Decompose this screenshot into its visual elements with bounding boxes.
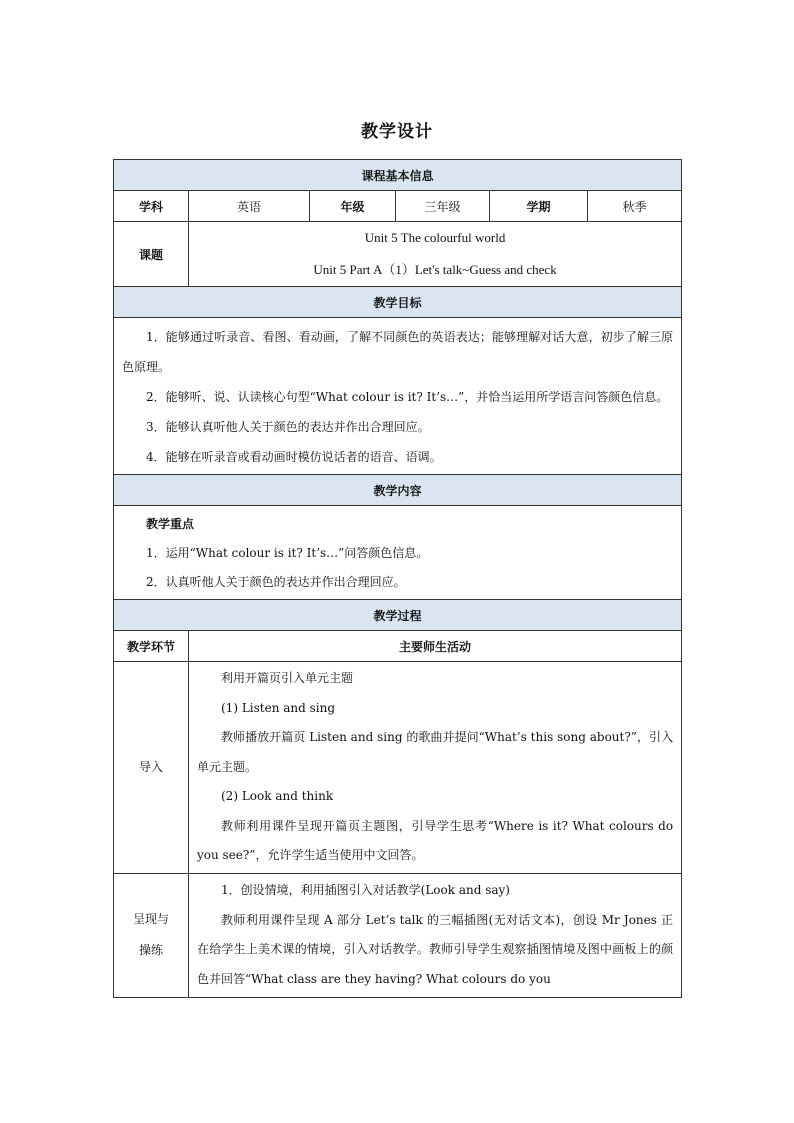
term-label: 学期 (490, 191, 588, 222)
process-col-activity: 主要师生活动 (189, 631, 682, 662)
content-cell (114, 506, 682, 600)
stage-label-line: 导入 (138, 759, 163, 774)
process-stage-row (114, 873, 682, 997)
document-title: 教学设计 (361, 122, 433, 142)
topic-line-1: Unit 5 The colourful world (364, 230, 506, 245)
stage-label-line: 呈现与 (132, 912, 169, 926)
info-row (114, 191, 682, 222)
grade-value: 三年级 (396, 191, 490, 222)
content-item: 1．运用“What colour is it? It’s…”问答颜色信息。 (146, 546, 429, 560)
activity-paragraph: 教师利用课件呈现 A 部分 Let’s talk 的三幅插图(无对话文本)，创设 Mr Jones 正在给学生上美术课的情境，引入对话教学。教师引导学生观察插图情境及图中画板上的颜色并回答“What class are they having? What colours do you (197, 912, 674, 986)
content-item: 2．认真听他人关于颜色的表达并作出合理回应。 (146, 575, 406, 589)
topic-row (114, 222, 682, 287)
subject-value: 英语 (189, 191, 310, 222)
stage-activities (189, 873, 682, 997)
process-column-header-row (114, 631, 682, 662)
goal-item: 4．能够在听录音或看动画时模仿说话者的语音、语调。 (146, 450, 442, 464)
stage-label-line: 操练 (138, 943, 163, 957)
stage-label (114, 873, 189, 997)
activity-paragraph: (1) Listen and sing (221, 700, 336, 715)
stage-label (114, 662, 189, 874)
topic-line-2: Unit 5 Part A（1）Let's talk~Guess and check (313, 262, 557, 277)
lesson-plan-table (113, 159, 682, 998)
goal-item: 2．能够听、说、认读核心句型“What colour is it? It’s…”，并恰当运用所学语言问答颜色信息。 (146, 390, 669, 404)
grade-label: 年级 (310, 191, 396, 222)
term-value: 秋季 (588, 191, 682, 222)
section-header-goals: 教学目标 (114, 287, 682, 318)
topic-label: 课题 (114, 222, 189, 287)
activity-paragraph: (2) Look and think (221, 789, 334, 803)
activity-paragraph: 1．创设情境，利用插图引入对话教学(Look and say) (221, 883, 510, 897)
goal-item: 1．能够通过听录音、看图、看动画，了解不同颜色的英语表达；能够理解对话大意，初步了解三原色原理。 (122, 330, 674, 374)
section-header-basic-info: 课程基本信息 (114, 160, 682, 191)
activity-paragraph: 教师播放开篇页 Listen and sing 的歌曲并提问“What’s this song about?”，引入单元主题。 (197, 730, 674, 774)
content-heading: 教学重点 (146, 517, 195, 531)
process-col-stage: 教学环节 (114, 631, 189, 662)
activity-paragraph: 利用开篇页引入单元主题 (221, 671, 354, 685)
section-header-content: 教学内容 (114, 475, 682, 506)
activity-paragraph: 教师利用课件呈现开篇页主题图，引导学生思考“Where is it? What colours do you see?”，允许学生适当使用中文回答。 (197, 818, 674, 862)
topic-value (189, 222, 682, 287)
goals-cell (114, 318, 682, 475)
subject-label: 学科 (114, 191, 189, 222)
stage-activities (189, 662, 682, 874)
section-header-process: 教学过程 (114, 600, 682, 631)
process-stage-row (114, 662, 682, 874)
goal-item: 3．能够认真听他人关于颜色的表达并作出合理回应。 (146, 420, 430, 434)
